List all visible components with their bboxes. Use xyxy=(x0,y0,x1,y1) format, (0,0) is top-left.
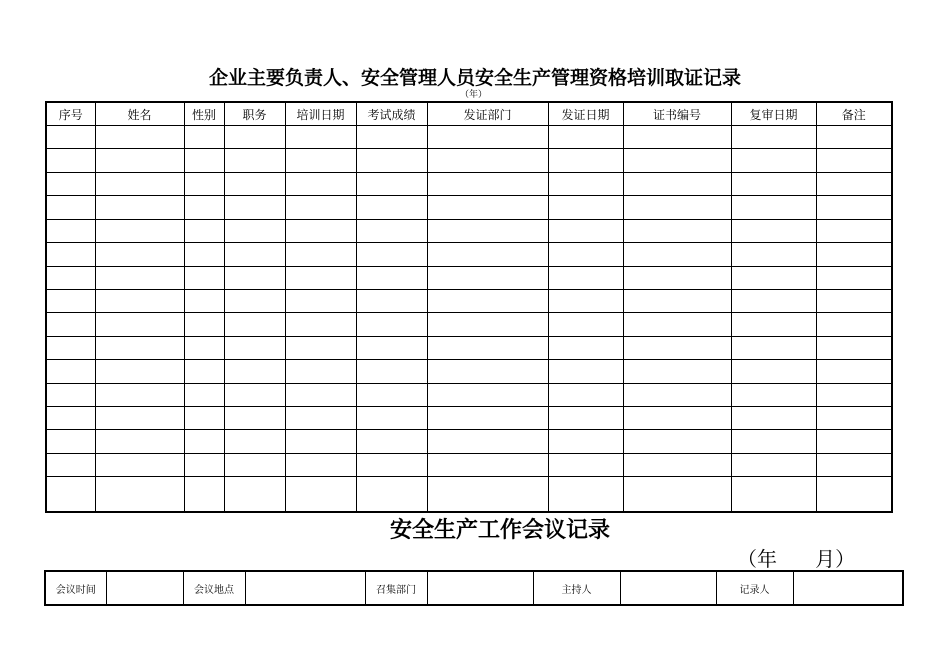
table-cell[interactable] xyxy=(95,407,184,430)
table-cell[interactable] xyxy=(731,172,816,195)
table-cell[interactable] xyxy=(623,383,731,406)
table-cell[interactable] xyxy=(224,266,285,289)
table-cell[interactable] xyxy=(623,149,731,172)
table-cell[interactable] xyxy=(46,407,95,430)
table-cell[interactable] xyxy=(46,219,95,242)
table-cell[interactable] xyxy=(731,243,816,266)
table-cell[interactable] xyxy=(731,313,816,336)
table-cell[interactable] xyxy=(731,266,816,289)
table-cell[interactable] xyxy=(46,360,95,383)
table-cell[interactable] xyxy=(623,172,731,195)
table-cell[interactable] xyxy=(356,126,427,149)
table-cell[interactable] xyxy=(731,407,816,430)
header-cell: 序号 xyxy=(46,102,95,126)
table-row xyxy=(46,313,892,336)
table-cell[interactable] xyxy=(184,126,224,149)
table-cell[interactable] xyxy=(356,289,427,312)
table-cell[interactable] xyxy=(356,243,427,266)
table-cell[interactable] xyxy=(548,477,623,512)
table-cell[interactable] xyxy=(427,336,548,359)
table-cell[interactable] xyxy=(224,126,285,149)
table-cell[interactable] xyxy=(184,313,224,336)
table-cell[interactable] xyxy=(95,149,184,172)
table-cell[interactable] xyxy=(46,172,95,195)
field-value-cell[interactable] xyxy=(245,571,365,605)
meeting-info-row xyxy=(45,571,903,605)
header-cell: 考试成绩 xyxy=(356,102,427,126)
table-cell[interactable] xyxy=(816,336,892,359)
table-cell[interactable] xyxy=(816,266,892,289)
table-cell[interactable] xyxy=(95,383,184,406)
table-cell[interactable] xyxy=(623,360,731,383)
table-cell[interactable] xyxy=(95,219,184,242)
table-cell[interactable] xyxy=(427,126,548,149)
table-cell[interactable] xyxy=(285,126,356,149)
table-cell[interactable] xyxy=(184,289,224,312)
table-cell[interactable] xyxy=(95,243,184,266)
table-cell[interactable] xyxy=(548,172,623,195)
table-cell[interactable] xyxy=(816,383,892,406)
meeting-record-title: 安全生产工作会议记录 xyxy=(389,517,610,543)
table-cell[interactable] xyxy=(184,383,224,406)
table-cell[interactable] xyxy=(285,430,356,453)
table-cell[interactable] xyxy=(46,313,95,336)
table-cell[interactable] xyxy=(285,383,356,406)
table-cell[interactable] xyxy=(548,266,623,289)
table-cell[interactable] xyxy=(356,172,427,195)
table-cell[interactable] xyxy=(548,289,623,312)
table-cell[interactable] xyxy=(285,149,356,172)
table-cell[interactable] xyxy=(548,149,623,172)
table-cell[interactable] xyxy=(731,477,816,512)
field-value-cell[interactable] xyxy=(427,571,533,605)
table-cell[interactable] xyxy=(46,243,95,266)
table-cell[interactable] xyxy=(548,430,623,453)
table-row xyxy=(46,266,892,289)
table-cell[interactable] xyxy=(623,196,731,219)
table-cell[interactable] xyxy=(427,289,548,312)
field-label: 记录人 xyxy=(716,571,793,605)
table-cell[interactable] xyxy=(285,336,356,359)
table-cell[interactable] xyxy=(285,219,356,242)
table-cell[interactable] xyxy=(816,477,892,512)
table-cell[interactable] xyxy=(184,219,224,242)
table-cell[interactable] xyxy=(427,313,548,336)
table-cell[interactable] xyxy=(548,313,623,336)
table-cell[interactable] xyxy=(285,172,356,195)
table-cell[interactable] xyxy=(731,289,816,312)
table-cell[interactable] xyxy=(285,360,356,383)
table-cell[interactable] xyxy=(95,172,184,195)
table-cell[interactable] xyxy=(427,360,548,383)
meeting-info-table xyxy=(44,570,904,606)
table-cell[interactable] xyxy=(816,289,892,312)
table-cell[interactable] xyxy=(95,289,184,312)
table-cell[interactable] xyxy=(427,196,548,219)
table-cell[interactable] xyxy=(356,383,427,406)
table-cell[interactable] xyxy=(427,149,548,172)
header-cell: 复审日期 xyxy=(731,102,816,126)
table-row xyxy=(46,407,892,430)
field-value-cell[interactable] xyxy=(106,571,183,605)
table-row xyxy=(46,219,892,242)
table-cell[interactable] xyxy=(224,313,285,336)
table-cell[interactable] xyxy=(95,430,184,453)
table-cell[interactable] xyxy=(623,336,731,359)
table-cell[interactable] xyxy=(184,360,224,383)
table-cell[interactable] xyxy=(46,383,95,406)
table-cell[interactable] xyxy=(95,266,184,289)
table-cell[interactable] xyxy=(427,430,548,453)
header-cell: 培训日期 xyxy=(285,102,356,126)
table-cell[interactable] xyxy=(427,219,548,242)
table-cell[interactable] xyxy=(224,477,285,512)
table-cell[interactable] xyxy=(184,149,224,172)
table-cell[interactable] xyxy=(224,243,285,266)
table-cell[interactable] xyxy=(816,149,892,172)
table-cell[interactable] xyxy=(285,313,356,336)
table-cell[interactable] xyxy=(816,219,892,242)
table-cell[interactable] xyxy=(731,196,816,219)
table-cell[interactable] xyxy=(46,266,95,289)
table-cell[interactable] xyxy=(46,430,95,453)
table-cell[interactable] xyxy=(623,453,731,476)
table-cell[interactable] xyxy=(731,149,816,172)
table-cell[interactable] xyxy=(224,430,285,453)
table-row xyxy=(46,453,892,476)
table-cell[interactable] xyxy=(427,477,548,512)
table-cell[interactable] xyxy=(95,336,184,359)
header-cell: 职务 xyxy=(224,102,285,126)
table-cell[interactable] xyxy=(427,266,548,289)
record-title: 企业主要负责人、安全管理人员安全生产管理资格培训取证记录 xyxy=(208,67,741,89)
table-cell[interactable] xyxy=(623,430,731,453)
table-cell[interactable] xyxy=(285,266,356,289)
table-cell[interactable] xyxy=(548,407,623,430)
table-cell[interactable] xyxy=(356,313,427,336)
header-cell: 性别 xyxy=(184,102,224,126)
table-cell[interactable] xyxy=(224,289,285,312)
table-cell[interactable] xyxy=(816,126,892,149)
table-cell[interactable] xyxy=(224,149,285,172)
table-row xyxy=(46,126,892,149)
header-cell: 证书编号 xyxy=(623,102,731,126)
table-cell[interactable] xyxy=(548,196,623,219)
table-cell[interactable] xyxy=(285,453,356,476)
header-cell: 备注 xyxy=(816,102,892,126)
table-row xyxy=(46,289,892,312)
table-cell[interactable] xyxy=(427,407,548,430)
table-cell[interactable] xyxy=(623,289,731,312)
table-cell[interactable] xyxy=(224,453,285,476)
table-cell[interactable] xyxy=(731,430,816,453)
table-cell[interactable] xyxy=(427,172,548,195)
table-cell[interactable] xyxy=(816,407,892,430)
table-cell[interactable] xyxy=(427,243,548,266)
field-value-cell[interactable] xyxy=(620,571,716,605)
table-cell[interactable] xyxy=(356,196,427,219)
table-cell[interactable] xyxy=(623,219,731,242)
table-cell[interactable] xyxy=(184,336,224,359)
table-cell[interactable] xyxy=(224,383,285,406)
year-month-note: （年 月） xyxy=(737,547,856,571)
table-cell[interactable] xyxy=(285,196,356,219)
field-label: 会议时间 xyxy=(45,571,106,605)
table-cell[interactable] xyxy=(184,196,224,219)
table-cell[interactable] xyxy=(816,430,892,453)
table-cell[interactable] xyxy=(427,453,548,476)
table-cell[interactable] xyxy=(623,477,731,512)
table-cell[interactable] xyxy=(95,196,184,219)
table-cell[interactable] xyxy=(184,477,224,512)
table-cell[interactable] xyxy=(46,336,95,359)
table-cell[interactable] xyxy=(224,407,285,430)
table-cell[interactable] xyxy=(285,477,356,512)
table-cell[interactable] xyxy=(548,126,623,149)
table-cell[interactable] xyxy=(731,383,816,406)
table-cell[interactable] xyxy=(548,336,623,359)
table-cell[interactable] xyxy=(184,453,224,476)
header-cell: 姓名 xyxy=(95,102,184,126)
table-cell[interactable] xyxy=(285,289,356,312)
table-cell[interactable] xyxy=(548,360,623,383)
field-label: 会议地点 xyxy=(183,571,245,605)
table-cell[interactable] xyxy=(46,149,95,172)
table-cell[interactable] xyxy=(816,453,892,476)
table-cell[interactable] xyxy=(224,360,285,383)
training-record-table xyxy=(45,101,893,513)
table-cell[interactable] xyxy=(356,360,427,383)
table-cell[interactable] xyxy=(95,360,184,383)
table-cell[interactable] xyxy=(731,336,816,359)
table-cell[interactable] xyxy=(623,313,731,336)
table-cell[interactable] xyxy=(356,407,427,430)
header-cell: 发证日期 xyxy=(548,102,623,126)
table-cell[interactable] xyxy=(623,407,731,430)
table-cell[interactable] xyxy=(46,477,95,512)
table-cell[interactable] xyxy=(623,243,731,266)
field-label: 主持人 xyxy=(533,571,620,605)
table-cell[interactable] xyxy=(548,383,623,406)
table-cell[interactable] xyxy=(184,407,224,430)
field-label: 召集部门 xyxy=(365,571,427,605)
table-cell[interactable] xyxy=(731,126,816,149)
table-cell[interactable] xyxy=(184,172,224,195)
table-row xyxy=(46,360,892,383)
table-row xyxy=(46,383,892,406)
table-cell[interactable] xyxy=(356,149,427,172)
table-row xyxy=(46,336,892,359)
table-cell[interactable] xyxy=(816,172,892,195)
table-cell[interactable] xyxy=(224,172,285,195)
table-row xyxy=(46,172,892,195)
field-value-cell[interactable] xyxy=(793,571,903,605)
table-cell[interactable] xyxy=(95,126,184,149)
table-cell[interactable] xyxy=(184,266,224,289)
table-cell[interactable] xyxy=(816,196,892,219)
table-cell[interactable] xyxy=(816,313,892,336)
table-cell[interactable] xyxy=(95,477,184,512)
table-cell[interactable] xyxy=(184,430,224,453)
table-cell[interactable] xyxy=(356,266,427,289)
table-cell[interactable] xyxy=(356,219,427,242)
table-cell[interactable] xyxy=(46,289,95,312)
table-cell[interactable] xyxy=(623,266,731,289)
header-row xyxy=(46,102,892,126)
table-cell[interactable] xyxy=(356,453,427,476)
table-cell[interactable] xyxy=(95,313,184,336)
table-cell[interactable] xyxy=(548,243,623,266)
table-row xyxy=(46,243,892,266)
table-cell[interactable] xyxy=(548,453,623,476)
table-cell[interactable] xyxy=(95,453,184,476)
table-cell[interactable] xyxy=(731,453,816,476)
table-cell[interactable] xyxy=(224,196,285,219)
year-note: （年） xyxy=(460,90,488,100)
table-cell[interactable] xyxy=(46,453,95,476)
table-row xyxy=(46,149,892,172)
table-cell[interactable] xyxy=(816,243,892,266)
table-cell[interactable] xyxy=(285,407,356,430)
table-cell[interactable] xyxy=(356,477,427,512)
table-cell[interactable] xyxy=(285,243,356,266)
table-cell[interactable] xyxy=(816,360,892,383)
table-row xyxy=(46,477,892,512)
table-row xyxy=(46,196,892,219)
table-cell[interactable] xyxy=(731,360,816,383)
table-cell[interactable] xyxy=(356,336,427,359)
table-cell[interactable] xyxy=(224,219,285,242)
table-cell[interactable] xyxy=(184,243,224,266)
header-cell: 发证部门 xyxy=(427,102,548,126)
table-cell[interactable] xyxy=(46,196,95,219)
table-cell[interactable] xyxy=(623,126,731,149)
table-cell[interactable] xyxy=(731,219,816,242)
table-cell[interactable] xyxy=(427,383,548,406)
table-cell[interactable] xyxy=(548,219,623,242)
table-cell[interactable] xyxy=(224,336,285,359)
table-cell[interactable] xyxy=(356,430,427,453)
table-row xyxy=(46,430,892,453)
table-cell[interactable] xyxy=(46,126,95,149)
